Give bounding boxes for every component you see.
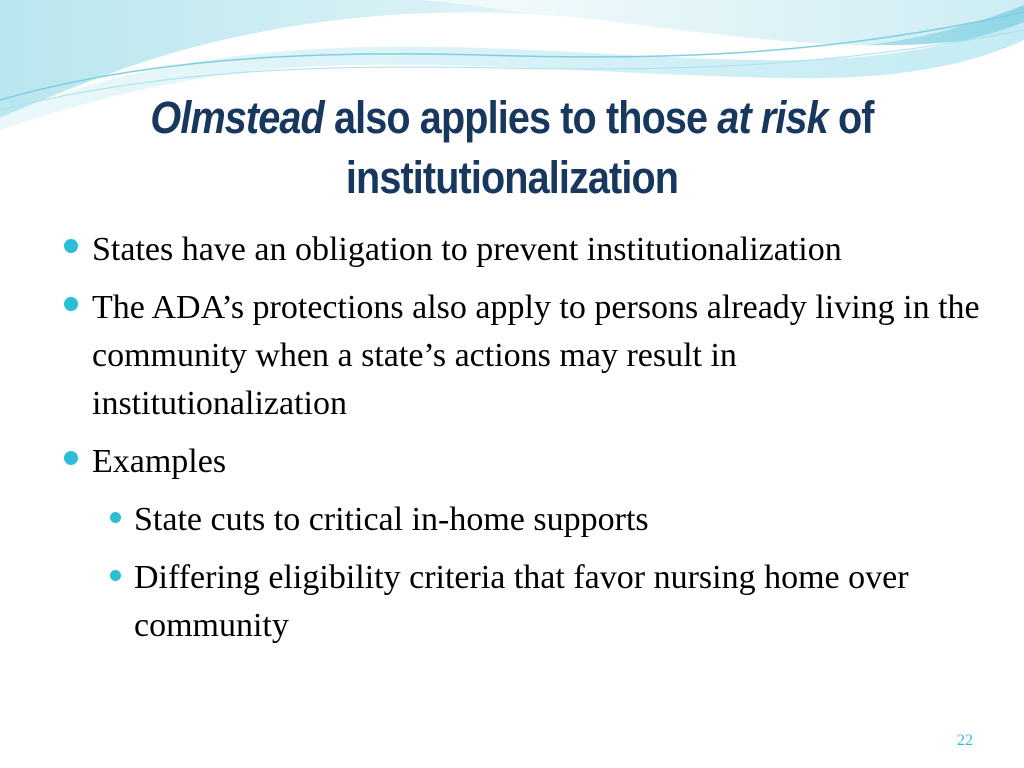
title-emphasis: at risk: [717, 92, 828, 143]
bullet-item: [62, 284, 982, 428]
sub-bullet-item: [62, 496, 982, 544]
bullet-item: [62, 226, 982, 274]
bullet-text: States have an obligation to prevent institutionalization: [92, 231, 842, 268]
slide-title: [97, 88, 928, 208]
sub-bullet-text: State cuts to critical in-home supports: [134, 501, 649, 538]
bullet-text: Examples: [92, 443, 227, 480]
title-case-name: Olmstead: [150, 92, 324, 143]
bullet-dot-icon: [64, 451, 78, 465]
sub-bullet-item: [62, 554, 982, 650]
page-number: 22: [957, 732, 973, 749]
sub-bullet-dot-icon: [110, 570, 121, 581]
slide-body: [62, 226, 982, 660]
sub-bullet-dot-icon: [110, 512, 121, 523]
sub-bullet-text: Differing eligibility criteria that favor nursing home over community: [134, 559, 909, 644]
bullet-dot-icon: [64, 297, 78, 311]
bullet-dot-icon: [64, 239, 78, 253]
bullet-item: [62, 438, 982, 486]
bullet-text: The ADA’s protections also apply to persons already living in the community when a state’s actions may result in institutionalization: [92, 289, 980, 422]
title-text-2: of institutionalization: [345, 92, 874, 203]
title-text-1: also applies to those: [323, 92, 718, 143]
